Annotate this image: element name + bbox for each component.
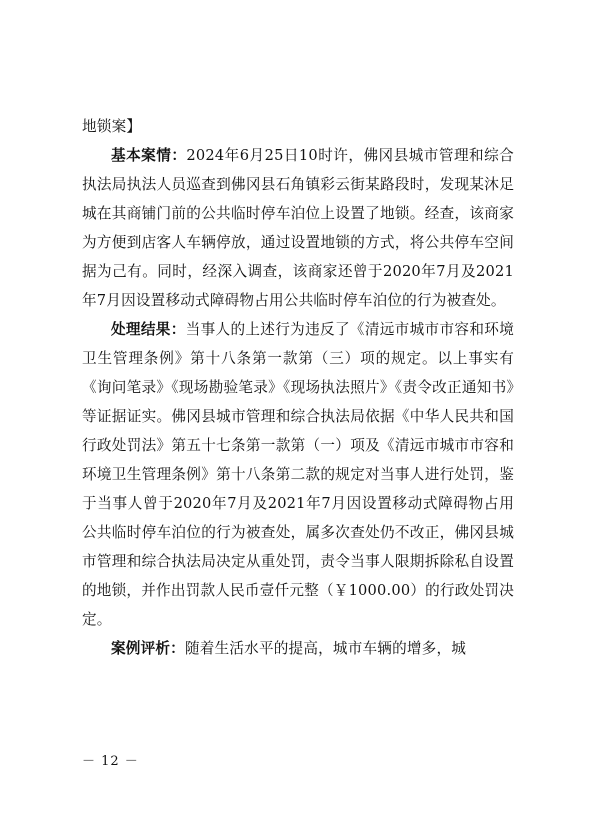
result-text: 当事人的上述行为违反了《清远市城市市容和环境卫生管理条例》第十八条第一款第（三）项的规定。以上事实有《询问笔录》《现场勘验笔录》《现场执法照片》《责令改正通知书》等证据证实。佛冈县城市管理和综合执法局依据《中华人民共和国行政处罚法》第五十七条第一款第（一）项及《清远市城市市容和环境卫生管理条例》第十八条第二款的规定对当事人进行处罚，鉴于当事人曾于2020年7月及2021年7月因设置移动式障碍物占用公共临时停车泊位的行为被查处，属多次查处仍不改正，佛冈县城市管理和综合执法局决定从重处罚，责令当事人限期拆除私自设置的地锁，并作出罚款人民币壹仟元整（￥1000.00）的行政处罚决定。 (82, 321, 514, 628)
analysis-label: 案例评析： (111, 640, 185, 657)
heading-tail: 地锁案】 (82, 118, 142, 135)
analysis-text: 随着生活水平的提高，城市车辆的增多，城 (184, 640, 467, 657)
document-body (82, 112, 514, 663)
page-number: － 12 － (82, 754, 139, 769)
analysis-paragraph (82, 634, 514, 663)
result-paragraph (82, 315, 514, 634)
result-label: 处理结果： (111, 321, 186, 338)
basic-facts-paragraph (82, 141, 514, 315)
basic-facts-label: 基本案情： (111, 147, 187, 164)
basic-facts-text: 2024年6月25日10时许，佛冈县城市管理和综合执法局执法人员巡查到佛冈县石角镇彩云街某路段时，发现某沐足城在其商铺门前的公共临时停车泊位上设置了地锁。经查，该商家为方便到店客人车辆停放，通过设置地锁的方式，将公共停车空间据为己有。同时，经深入调查，该商家还曾于2020年7月及2021年7月因设置移动式障碍物占用公共临时停车泊位的行为被查处。 (82, 147, 514, 309)
